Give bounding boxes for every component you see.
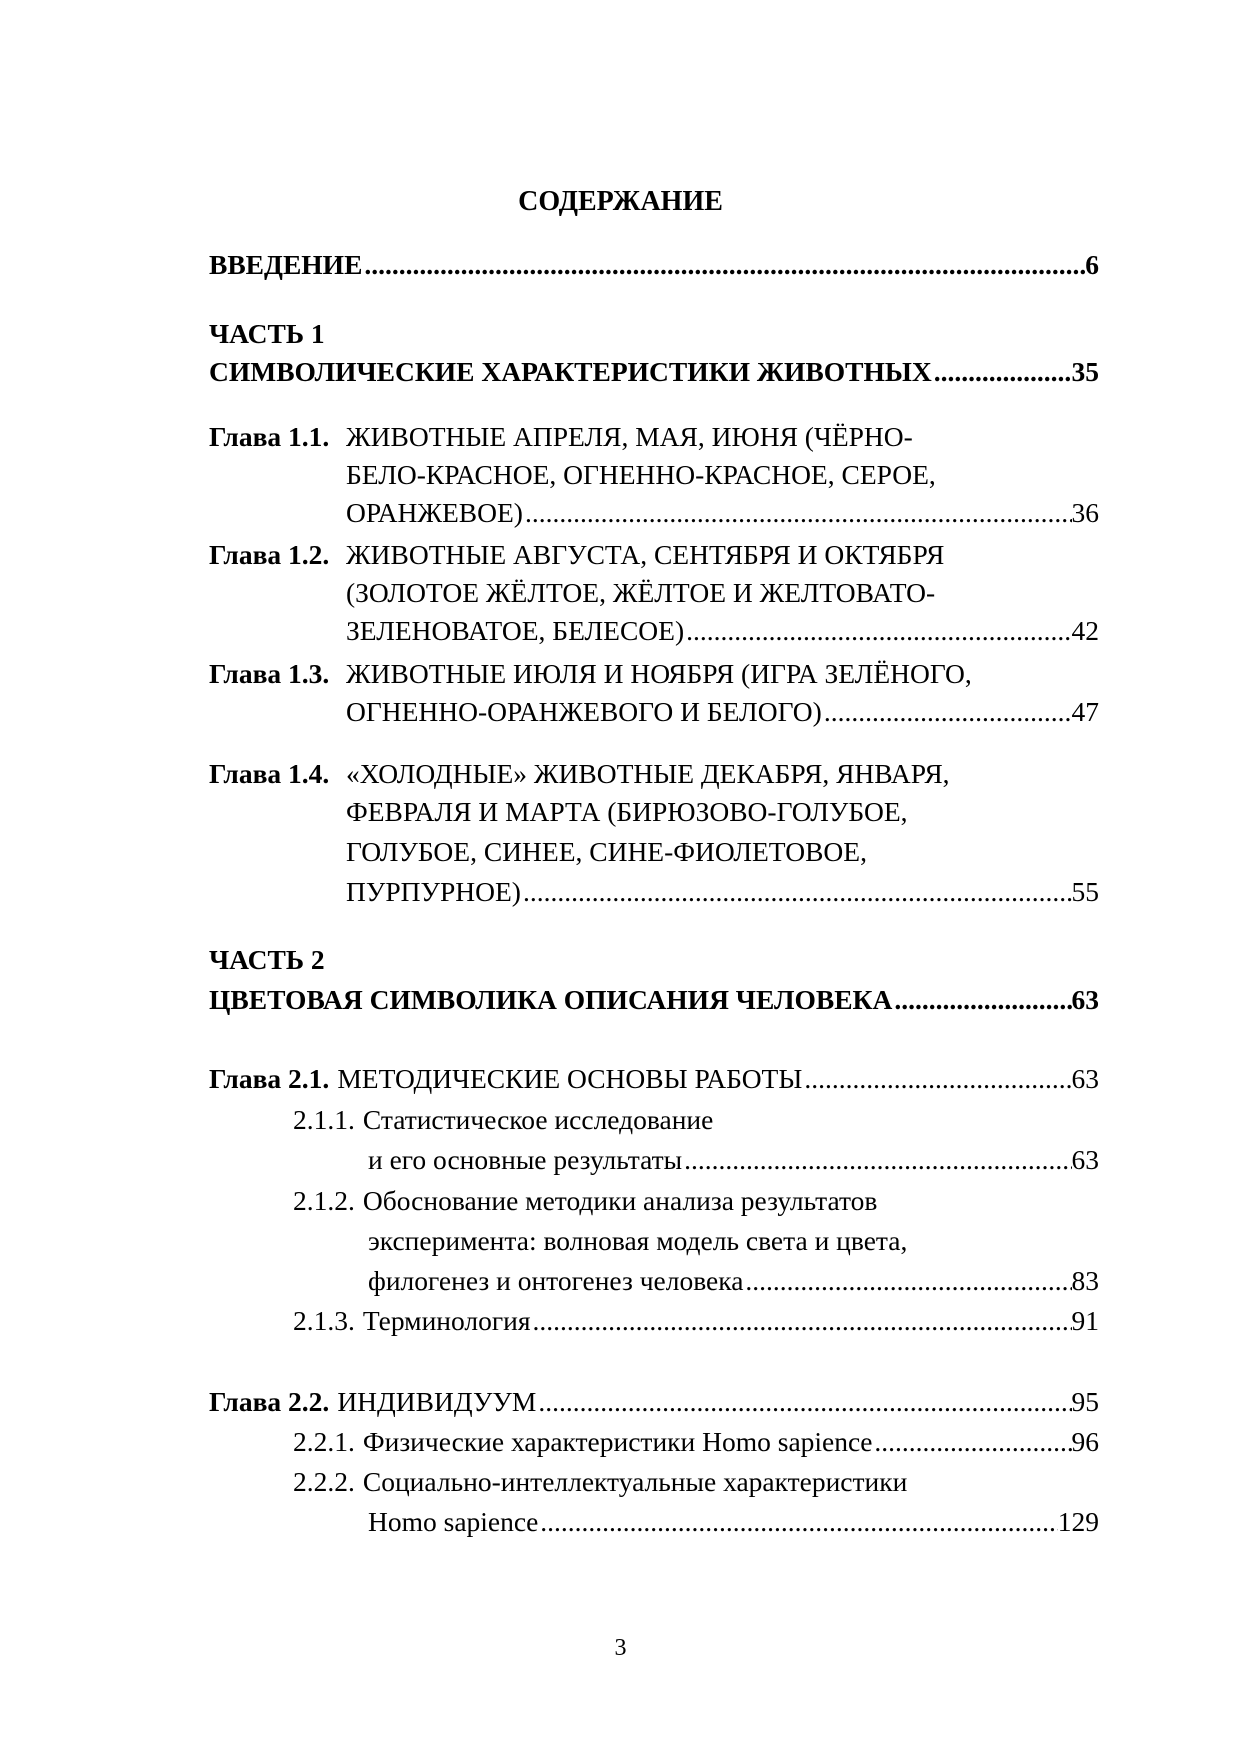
part-1-label: ЧАСТЬ 1 — [209, 318, 325, 349]
toc-line: 2.1.2. Обоснование методики анализа результатов — [293, 1182, 1099, 1220]
chapter-label: Глава 1.4. — [209, 758, 330, 789]
toc-line: БЕЛО-КРАСНОЕ, ОГНЕННО-КРАСНОЕ, СЕРОЕ, — [346, 459, 936, 490]
section-number: 2.2.1. — [293, 1426, 355, 1457]
toc-entry-section-2-2-2[interactable]: Homo sapience ..... 129 — [368, 1503, 1099, 1541]
dot-leader — [536, 1383, 1071, 1421]
toc-page-number: 63 — [1071, 1144, 1099, 1175]
dot-leader — [531, 1302, 1072, 1340]
chapter-label: Глава 2.2. — [209, 1386, 330, 1417]
toc-entry-section-2-2-1[interactable]: 2.2.1. Физические характеристики Homo sapience ..... 96 — [293, 1423, 1099, 1461]
toc-page-number: 35 — [1071, 356, 1099, 387]
toc-entry-intro[interactable] — [209, 246, 1099, 284]
section-number: 2.2.2. — [293, 1466, 355, 1497]
toc-entry-part-2[interactable] — [209, 981, 1099, 1019]
dot-leader — [362, 246, 1085, 284]
toc-entry-chapter-2-1[interactable]: Глава 2.1. МЕТОДИЧЕСКИЕ ОСНОВЫ РАБОТЫ ..... 63 — [209, 1060, 1099, 1098]
dot-leader — [521, 873, 1072, 911]
dot-leader — [932, 353, 1072, 391]
toc-page-number: 129 — [1057, 1506, 1099, 1537]
dot-leader — [682, 1141, 1071, 1179]
toc-line: ЖИВОТНЫЕ АПРЕЛЯ, МАЯ, ИЮНЯ (ЧЁРНО- — [346, 421, 913, 452]
toc-line: эксперимента: волновая модель света и цвета, — [368, 1225, 908, 1256]
toc-page-number: 47 — [1071, 696, 1099, 727]
part-2-title: ЦВЕТОВАЯ СИМВОЛИКА ОПИСАНИЯ ЧЕЛОВЕКА — [209, 984, 893, 1015]
chapter-label: Глава 1.3. — [209, 658, 330, 689]
chapter-label: Глава 1.2. — [209, 539, 330, 570]
part-2-label: ЧАСТЬ 2 — [209, 944, 325, 975]
section-number: 2.1.3. — [293, 1305, 355, 1336]
toc-entry-chapter-1-3[interactable]: ОГНЕННО-ОРАНЖЕВОГО И БЕЛОГО) ..... 47 — [346, 693, 1099, 731]
toc-page-number: 95 — [1071, 1386, 1099, 1417]
toc-entry-chapter-1-2[interactable]: ЗЕЛЕНОВАТОЕ, БЕЛЕСОЕ) ..... 42 — [346, 612, 1099, 650]
toc-page-number: 83 — [1071, 1265, 1099, 1296]
section-number: 2.1.1. — [293, 1104, 355, 1135]
toc-page-number: 36 — [1071, 497, 1099, 528]
page-number: 3 — [614, 1635, 627, 1661]
toc-entry-section-2-1-1[interactable]: и его основные результаты ..... 63 — [368, 1141, 1099, 1179]
dot-leader — [872, 1423, 1071, 1461]
toc-page-number: 91 — [1071, 1305, 1099, 1336]
dot-leader — [538, 1503, 1057, 1541]
dot-leader — [684, 612, 1071, 650]
toc-entry-section-2-1-2[interactable]: филогенез и онтогенез человека ..... 83 — [368, 1262, 1099, 1300]
dot-leader — [822, 693, 1072, 731]
section-number: 2.1.2. — [293, 1185, 355, 1216]
toc-entry-chapter-1-1[interactable]: ОРАНЖЕВОЕ) ..... 36 — [346, 494, 1099, 532]
toc-entry-chapter-1-4[interactable]: ПУРПУРНОЕ) ..... 55 — [346, 873, 1099, 911]
toc-page-number: 6 — [1085, 249, 1099, 280]
toc-line: 2.2.2. Социально-интеллектуальные характеристики — [293, 1463, 1099, 1501]
toc-page-number: 42 — [1071, 615, 1099, 646]
part-1-title: СИМВОЛИЧЕСКИЕ ХАРАКТЕРИСТИКИ ЖИВОТНЫХ — [209, 356, 932, 387]
table-of-contents — [209, 0, 1099, 1650]
toc-line: (ЗОЛОТОЕ ЖЁЛТОЕ, ЖЁЛТОЕ И ЖЕЛТОВАТО- — [346, 577, 936, 608]
toc-page-number: 63 — [1071, 1063, 1099, 1094]
toc-entry-section-2-1-3[interactable]: 2.1.3. Терминология ..... 91 — [293, 1302, 1099, 1340]
page-title: СОДЕРЖАНИЕ — [518, 186, 723, 217]
toc-entry-part-1[interactable] — [209, 353, 1099, 391]
toc-entry-chapter-2-2[interactable]: Глава 2.2. ИНДИВИДУУМ ..... 95 — [209, 1383, 1099, 1421]
dot-leader — [892, 981, 1071, 1019]
dot-leader — [523, 494, 1072, 532]
toc-line: 2.1.1. Статистическое исследование — [293, 1101, 1099, 1139]
dot-leader — [802, 1060, 1071, 1098]
toc-page-number: 96 — [1071, 1426, 1099, 1457]
toc-line: «ХОЛОДНЫЕ» ЖИВОТНЫЕ ДЕКАБРЯ, ЯНВАРЯ, — [346, 758, 950, 789]
toc-line: ЖИВОТНЫЕ ИЮЛЯ И НОЯБРЯ (ИГРА ЗЕЛЁНОГО, — [346, 658, 972, 689]
chapter-label: Глава 1.1. — [209, 421, 330, 452]
dot-leader — [743, 1262, 1071, 1300]
toc-entry-label: ВВЕДЕНИЕ — [209, 249, 363, 280]
chapter-label: Глава 2.1. — [209, 1063, 330, 1094]
toc-page-number: 55 — [1071, 876, 1099, 907]
toc-line: ГОЛУБОЕ, СИНЕЕ, СИНЕ-ФИОЛЕТОВОЕ, — [346, 836, 867, 867]
toc-line: ЖИВОТНЫЕ АВГУСТА, СЕНТЯБРЯ И ОКТЯБРЯ — [346, 539, 945, 570]
toc-page-number: 63 — [1071, 984, 1099, 1015]
toc-line: ФЕВРАЛЯ И МАРТА (БИРЮЗОВО-ГОЛУБОЕ, — [346, 796, 908, 827]
